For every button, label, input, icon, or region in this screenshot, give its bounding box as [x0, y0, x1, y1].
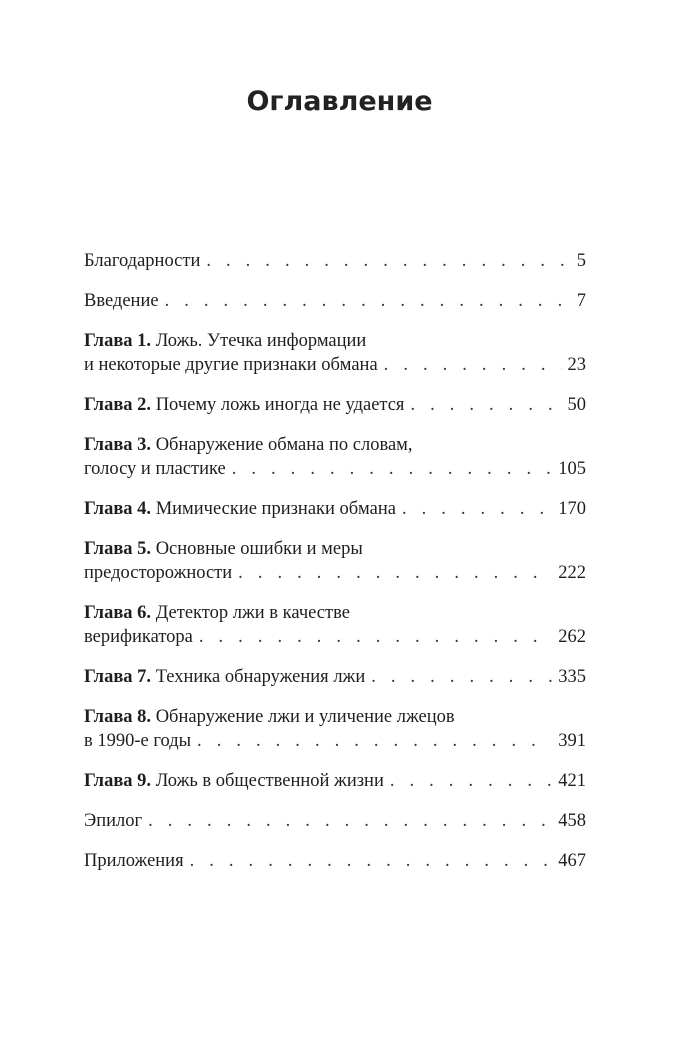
entry-title-line-1 — [84, 665, 365, 689]
chapter-label: Глава 8. — [84, 707, 152, 727]
toc-line — [84, 393, 586, 417]
toc-line — [84, 497, 586, 521]
chapter-label: Глава 3. — [84, 435, 152, 455]
page-number: 23 — [567, 355, 586, 375]
dot-leader — [184, 849, 553, 873]
chapter-label: Глава 5. — [84, 539, 152, 559]
toc-entry-chapter-6[interactable] — [84, 601, 586, 649]
toc-entry-chapter-3[interactable] — [84, 433, 586, 481]
toc-line — [84, 665, 586, 689]
dot-leader — [232, 561, 552, 585]
chapter-label: Глава 6. — [84, 603, 152, 623]
entry-title-line-1 — [84, 769, 384, 793]
entry-title-line-1 — [84, 393, 404, 417]
toc-line — [84, 537, 586, 561]
toc-entry-chapter-7[interactable] — [84, 665, 586, 689]
chapter-label: Глава 2. — [84, 395, 152, 415]
dot-leader — [200, 249, 570, 273]
entry-title: Благодарности — [84, 251, 201, 271]
entry-title: Введение — [84, 291, 159, 311]
entry-title: Почему ложь иногда не удается — [155, 395, 405, 415]
toc-line — [84, 705, 586, 729]
entry-title-line-2: предосторожности — [84, 563, 233, 583]
chapter-label: Глава 1. — [84, 331, 152, 351]
toc-entry-chapter-8[interactable] — [84, 705, 586, 753]
page-number: 105 — [558, 459, 586, 479]
entry-title-line-1 — [84, 601, 350, 625]
toc-entry-epilogue[interactable] — [84, 809, 586, 833]
toc-line — [84, 769, 586, 793]
page-number: 7 — [576, 291, 586, 311]
toc-line — [84, 561, 586, 585]
toc-line — [84, 625, 586, 649]
page-number: 467 — [558, 851, 586, 871]
dot-leader — [159, 289, 571, 313]
entry-title: Ложь. Утечка информации — [155, 331, 367, 351]
entry-title: Обнаружение лжи и уличение лжецов — [155, 707, 455, 727]
dot-leader — [191, 729, 552, 753]
entry-title-line-2: в 1990-е годы — [84, 731, 192, 751]
entry-title-line-1 — [84, 497, 396, 521]
toc-line — [84, 457, 586, 481]
entry-title: Приложения — [84, 851, 184, 871]
chapter-label: Глава 4. — [84, 499, 152, 519]
entry-title-line-2: голосу и пластике — [84, 459, 226, 479]
toc-line — [84, 353, 586, 377]
page-number: 50 — [567, 395, 586, 415]
toc-line — [84, 289, 586, 313]
toc-line — [84, 849, 586, 873]
entry-title-line-1 — [84, 537, 363, 561]
page-number: 335 — [558, 667, 586, 687]
toc-entry-chapter-9[interactable] — [84, 769, 586, 793]
dot-leader — [378, 353, 562, 377]
toc-entry-chapter-5[interactable] — [84, 537, 586, 585]
entry-title-line-2: верификатора — [84, 627, 193, 647]
toc-entry-chapter-1[interactable] — [84, 329, 586, 377]
page-number: 222 — [558, 563, 586, 583]
toc-line — [84, 329, 586, 353]
page-number: 391 — [558, 731, 586, 751]
toc-line — [84, 809, 586, 833]
entry-title: Техника обнаружения лжи — [155, 667, 366, 687]
entry-title-line-1 — [84, 329, 366, 353]
entry-title: Мимические признаки обмана — [155, 499, 396, 519]
page-number: 262 — [558, 627, 586, 647]
dot-leader — [142, 809, 552, 833]
toc-line — [84, 433, 586, 457]
dot-leader — [396, 497, 552, 521]
entry-title-line-2: и некоторые другие признаки обмана — [84, 355, 378, 375]
page-title: Оглавление — [246, 86, 433, 117]
page-number: 458 — [558, 811, 586, 831]
page-number: 421 — [558, 771, 586, 791]
toc-line — [84, 601, 586, 625]
dot-leader — [226, 457, 553, 481]
toc-line — [84, 249, 586, 273]
chapter-label: Глава 9. — [84, 771, 152, 791]
toc-entry-acknowledgements[interactable] — [84, 249, 586, 273]
entry-title: Ложь в общественной жизни — [155, 771, 384, 791]
toc-entry-introduction[interactable] — [84, 289, 586, 313]
entry-title: Детектор лжи в качестве — [155, 603, 350, 623]
entry-title: Эпилог — [84, 811, 143, 831]
toc-line — [84, 729, 586, 753]
entry-title-line-1 — [84, 705, 455, 729]
dot-leader — [193, 625, 552, 649]
page-number: 5 — [576, 251, 586, 271]
toc-entry-chapter-2[interactable] — [84, 393, 586, 417]
page-number: 170 — [558, 499, 586, 519]
dot-leader — [384, 769, 552, 793]
dot-leader — [404, 393, 561, 417]
entry-title: Основные ошибки и меры — [155, 539, 363, 559]
entry-title-line-1 — [84, 433, 412, 457]
entry-title: Обнаружение обмана по словам, — [155, 435, 413, 455]
chapter-label: Глава 7. — [84, 667, 152, 687]
toc-entry-chapter-4[interactable] — [84, 497, 586, 521]
toc-entry-appendices[interactable] — [84, 849, 586, 873]
dot-leader — [365, 665, 552, 689]
